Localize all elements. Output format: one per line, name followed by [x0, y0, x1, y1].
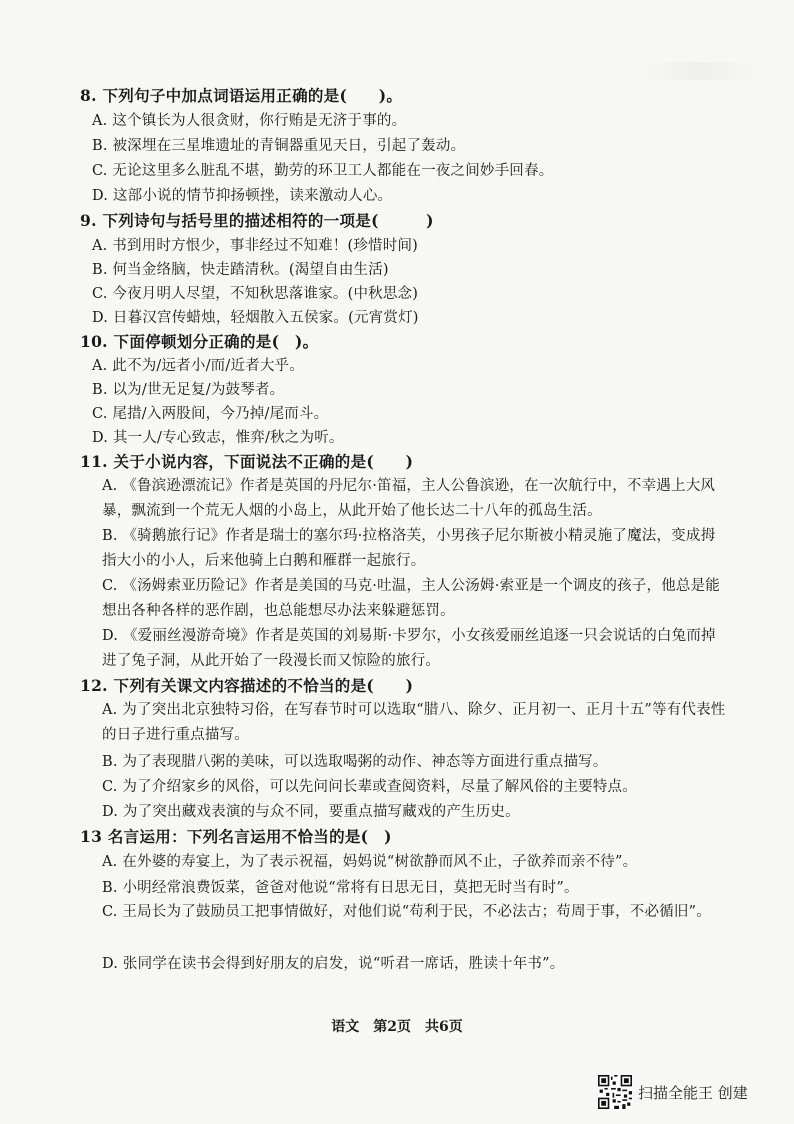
question-9-option-d: D. 日暮汉宫传蜡烛，轻烟散入五侯家。(元宵赏灯) [92, 310, 419, 326]
scanner-watermark-text: 扫描全能王 创建 [638, 1083, 748, 1102]
question-8-title: 8. 下列句子中加点词语运用正确的是( )。 [80, 86, 403, 105]
question-11-option-d: D. 《爱丽丝漫游奇境》作者是英国的刘易斯·卡罗尔，小女孩爱丽丝追逐一只会说话的白兔而掉进了兔子洞，从此开始了一段漫长而又惊险的旅行。 [102, 628, 716, 669]
scan-smudge [640, 62, 760, 80]
question-13-option-c: C. 王局长为了鼓励员工把事情做好，对他们说“苟利于民，不必法古；苟周于事，不必循旧”。 [102, 904, 711, 920]
question-8-option-b: B. 被深埋在三星堆遗址的青铜器重见天日，引起了轰动。 [92, 138, 466, 154]
question-10-title: 10. 下面停顿划分正确的是( )。 [80, 332, 319, 351]
question-9-option-c: C. 今夜月明人尽望，不知秋思落谁家。(中秋思念) [92, 286, 419, 302]
question-11-option-a: A. 《鲁滨逊漂流记》作者是英国的丹尼尔·笛福，主人公鲁滨逊，在一次航行中，不幸遇上大风暴，飘流到一个荒无人烟的小岛上，从此开始了他长达二十八年的孤岛生活。 [102, 478, 716, 519]
question-10-option-a: A. 此不为/远者小/而/近者大乎。 [92, 358, 304, 374]
question-13-option-a: A. 在外婆的寿宴上，为了表示祝福，妈妈说“树欲静而风不止，子欲养而亲不待”。 [102, 854, 638, 870]
page-footer: 语文 第2页 共6页 [331, 1019, 463, 1035]
question-11-option-b: B. 《骑鹅旅行记》作者是瑞士的塞尔玛·拉格洛芙，小男孩子尼尔斯被小精灵施了魔法，变成拇指大小的小人，后来他骑上白鹅和雁群一起旅行。 [102, 528, 716, 569]
question-12-option-c: C. 为了介绍家乡的风俗，可以先问问长辈或查阅资料，尽量了解风俗的主要特点。 [102, 779, 637, 795]
question-13-title: 13 名言运用：下列名言运用不恰当的是( ) [80, 827, 392, 846]
question-9-option-b: B. 何当金络脑，快走踏清秋。(渴望自由生活) [92, 262, 389, 278]
question-8-option-d: D. 这部小说的情节抑扬顿挫，读来激动人心。 [92, 188, 393, 204]
question-10-option-d: D. 其一人/专心致志，惟弈/秋之为听。 [92, 430, 344, 446]
question-10-option-b: B. 以为/世无足复/为鼓琴者。 [92, 382, 285, 398]
question-11-title: 11. 关于小说内容，下面说法不正确的是( ) [80, 452, 414, 471]
question-9-title: 9. 下列诗句与括号里的描述相符的一项是( ) [80, 211, 434, 230]
question-8-option-c: C. 无论这里多么脏乱不堪，勤劳的环卫工人都能在一夜之间妙手回春。 [92, 163, 554, 179]
question-12-title: 12. 下列有关课文内容描述的不恰当的是( ) [80, 676, 414, 695]
question-11-option-c: C. 《汤姆索亚历险记》作者是美国的马克·吐温，主人公汤姆·索亚是一个调皮的孩子，他总是能想出各种各样的恶作剧，也总能想尽办法来躲避惩罚。 [102, 578, 721, 619]
question-12-option-b: B. 为了表现腊八粥的美味，可以选取喝粥的动作、神态等方面进行重点描写。 [102, 754, 608, 770]
question-12-option-a: A. 为了突出北京独特习俗，在写春节时可以选取“腊八、除夕、正月初一、正月十五”等有代表性的日子进行重点描写。 [102, 702, 726, 743]
question-10-option-c: C. 尾措/入两股间，今乃掉/尾而斗。 [92, 406, 329, 422]
question-9-option-a: A. 书到用时方恨少，事非经过不知难！(珍惜时间) [92, 238, 419, 254]
scanner-watermark [598, 1075, 748, 1109]
question-8-option-a: A. 这个镇长为人很贪财，你行贿是无济于事的。 [92, 113, 407, 129]
question-13-option-d: D. 张同学在读书会得到好朋友的启发，说“听君一席话，胜读十年书”。 [102, 956, 565, 972]
qr-code-icon [598, 1075, 632, 1109]
question-13-option-b: B. 小明经常浪费饭菜，爸爸对他说“常将有日思无日，莫把无时当有时”。 [102, 880, 579, 896]
question-12-option-d: D. 为了突出藏戏表演的与众不同，要重点描写藏戏的产生历史。 [102, 804, 520, 820]
